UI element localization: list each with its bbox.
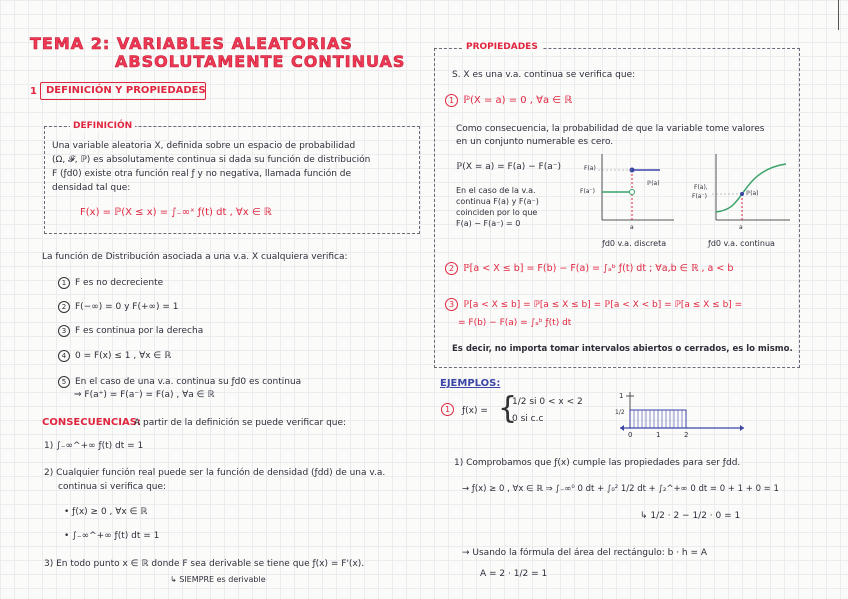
property-3-text: ℙ[a < X ≤ b] = ℙ[a ≤ X ≤ b] = ℙ[a < X < b] = ℙ[a ≤ X ≤ b] = <box>463 300 743 310</box>
graph1-label-fam: F(a⁻) <box>580 188 595 195</box>
item-number: 3 <box>58 325 70 337</box>
properties-intro: S. X es una v.a. continua se verifica que: <box>452 70 636 80</box>
property-item-5-line2: ⇒ F(a⁺) = F(a⁻) = F(a) , ∀a ∈ ℝ <box>74 390 215 400</box>
property-2-number: 2 <box>445 262 458 275</box>
property-3-number: 3 <box>445 298 458 311</box>
note-line-2: continua F(a) y F(a⁻) <box>456 197 539 206</box>
consequence-3-note: ↳ SIEMPRE es derivable <box>170 575 266 584</box>
item-text: F es continua por la derecha <box>75 326 204 336</box>
property-3-line2: = F(b) − F(a) = ∫ₐᵇ ƒ(t) dt <box>458 318 572 328</box>
example-label-half: 1/2 <box>615 409 625 416</box>
page-edge-line <box>838 0 839 30</box>
consequence-2-cond2: • ∫₋∞^+∞ ƒ(t) dt = 1 <box>64 531 160 541</box>
example-step-1: 1) Comprobamos que ƒ(x) cumple las propiedades para ser ƒdd. <box>454 458 741 468</box>
consequence-2: 2) Cualquier función real puede ser la función de densidad (ƒdd) de una v.a. <box>44 468 386 478</box>
graph2-label-fam: F(a⁻) <box>692 193 707 200</box>
item-number: 1 <box>58 277 70 289</box>
section-number: 1 <box>30 86 37 97</box>
example-tick-0: 0 <box>628 431 633 439</box>
graph2-cdf-curve <box>716 164 786 212</box>
property-item-4 <box>58 350 171 362</box>
example-step-4: → Usando la fórmula del área del rectángulo: b · h = A <box>462 548 708 558</box>
example-label-one: 1 <box>619 392 624 400</box>
property-1-text: ℙ(X = a) = 0 , ∀a ∈ ℝ <box>463 95 573 106</box>
definition-formula: F(x) = ℙ(X ≤ x) = ∫₋∞ˣ ƒ(t) dt , ∀x ∈ ℝ <box>80 207 272 218</box>
graph2-label-a: a <box>739 224 743 231</box>
example-tick-1: 1 <box>656 431 661 439</box>
page-title-line2: ABSOLUTAMENTE CONTINUAS <box>115 52 406 71</box>
example-step-3: ↳ 1/2 · 2 − 1/2 · 0 = 1 <box>640 511 741 521</box>
example-fx: ƒ(x) = <box>462 406 488 416</box>
section-title: DEFINICIÓN Y PROPIEDADES <box>46 85 206 96</box>
note-line-4: F(a) − F(a⁻) = 0 <box>456 219 521 228</box>
item-text: F es no decreciente <box>75 278 164 288</box>
item-text: 0 = F(x) ≤ 1 , ∀x ∈ ℝ <box>75 351 172 361</box>
example-step-5: A = 2 · 1/2 = 1 <box>480 569 548 579</box>
property-1-equation: ℙ(X = a) = F(a) − F(a⁻) <box>456 162 561 172</box>
item-text: F(−∞) = 0 y F(+∞) = 1 <box>75 302 179 312</box>
graph1-open-point <box>630 190 635 195</box>
example-case-2: 0 si c.c <box>512 414 544 424</box>
item-number: 4 <box>58 350 70 362</box>
graph2-label-p: ℙ(a) <box>746 190 759 197</box>
graph2-caption: ƒd0 v.a. continua <box>708 239 775 248</box>
consequences-intro: A partir de la definición se puede verificar que: <box>134 418 347 428</box>
note-line-3: coinciden por lo que <box>456 208 538 217</box>
property-1-number: 1 <box>445 94 458 107</box>
consequence-2-cond1: • ƒ(x) ≥ 0 , ∀x ∈ ℝ <box>64 507 148 517</box>
property-1-consequence: Como consecuencia, la probabilidad de que la variable tome valores <box>456 124 765 134</box>
consequences-label: CONSECUENCIAS: <box>42 417 141 428</box>
definition-line-3: F (ƒd0) existe otra función real ƒ y no negativa, llamada función de <box>52 169 352 179</box>
definition-label: DEFINICIÓN <box>70 121 135 131</box>
property-item-2 <box>58 301 179 313</box>
property-2 <box>445 262 733 275</box>
graph2-label-fa: F(a), <box>694 184 708 191</box>
graph1-caption: ƒd0 v.a. discreta <box>602 239 667 248</box>
note-line-1: En el caso de la v.a. <box>456 186 536 195</box>
consequence-3: 3) En todo punto x ∈ ℝ donde F sea derivable se tiene que ƒ(x) = F'(x). <box>44 559 365 569</box>
definition-line-4: densidad tal que: <box>52 183 131 193</box>
property-1 <box>445 94 572 107</box>
definition-line-1: Una variable aleatoria X, definida sobre un espacio de probabilidad <box>52 141 356 151</box>
example-arrow-left <box>620 425 624 431</box>
example-step-2: → ƒ(x) ≥ 0 , ∀x ∈ ℝ ⇒ ∫₋∞⁰ 0 dt + ∫₀² 1/2 dt + ∫₂^+∞ 0 dt = 0 + 1 + 0 = 1 <box>462 484 779 494</box>
graph1-label-a: a <box>630 224 634 231</box>
piecewise-brace: { <box>498 391 518 426</box>
example-number <box>441 403 454 416</box>
property-item-5 <box>58 376 301 388</box>
example-case-1: 1/2 si 0 < x < 2 <box>512 397 583 407</box>
definition-line-2: (Ω, 𝓕, ℙ) es absolutamente continua si dada su función de distribución <box>52 155 371 165</box>
property-item-1 <box>58 277 163 289</box>
graph2-point <box>740 192 744 196</box>
page-title-line1: TEMA 2: VARIABLES ALEATORIAS <box>30 34 353 53</box>
example-tick-2: 2 <box>684 431 689 439</box>
properties-conclusion: Es decir, no importa tomar intervalos abiertos o cerrados, es lo mismo. <box>452 344 793 354</box>
example-arrow-right <box>740 425 744 431</box>
property-2-text: ℙ[a < X ≤ b] = F(b) − F(a) = ∫ₐᵇ ƒ(t) dt ; ∀a,b ∈ ℝ , a < b <box>463 263 734 274</box>
example-rectangle-hatching <box>634 410 682 428</box>
item-text: En el caso de una v.a. continua su ƒd0 es continua <box>75 377 302 387</box>
properties-label: PROPIEDADES <box>462 42 542 52</box>
distribution-intro: La función de Distribución asociada a una v.a. X cualquiera verifica: <box>42 252 348 262</box>
property-item-3 <box>58 325 203 337</box>
item-number: 2 <box>58 301 70 313</box>
example-density-graph <box>616 388 748 446</box>
consequence-2-line2: continua si verifica que: <box>58 482 167 492</box>
examples-label: EJEMPLOS: <box>440 378 501 389</box>
property-3 <box>445 298 742 311</box>
consequence-1: 1) ∫₋∞^+∞ ƒ(t) dt = 1 <box>44 441 144 451</box>
property-1-consequence-2: en un conjunto numerable es cero. <box>456 137 614 147</box>
graph1-label-fa: F(a) <box>584 165 596 172</box>
example-number-circle: 1 <box>441 403 454 416</box>
graph1-label-p: ℙ(a) <box>647 180 660 187</box>
item-number: 5 <box>58 376 70 388</box>
